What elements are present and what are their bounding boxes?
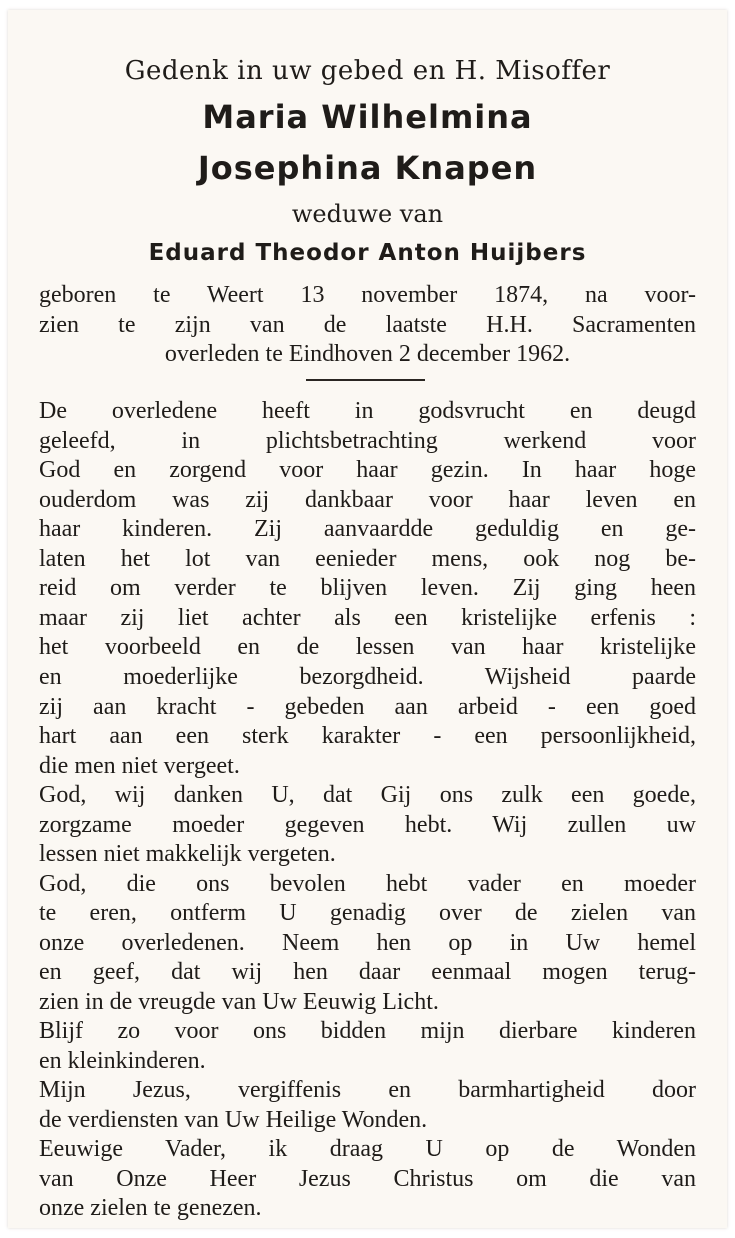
text-line: geleefd, in plichtsbetrachting werkend voor [39, 428, 696, 454]
birth-line: zien te zijn van de laatste H.H. Sacramenten [39, 312, 696, 338]
text-line: Mijn Jezus, vergiffenis en barmhartigheid door [39, 1077, 696, 1103]
text-line: die men niet vergeet. [39, 753, 240, 779]
text-line: onze overledenen. Neem hen op in Uw hemel [39, 930, 696, 956]
husband-name: Eduard Theodor Anton Huijbers [148, 240, 587, 266]
text-line: het voorbeeld en de lessen van haar kristelijke [39, 634, 696, 660]
text-line: lessen niet makkelijk vergeten. [39, 841, 336, 867]
text-line: te eren, ontferm U genadig over de zielen van [39, 900, 696, 926]
deceased-name-line-1: Maria Wilhelmina [202, 98, 533, 136]
text-line: en moederlijke bezorgdheid. Wijsheid paarde [39, 664, 696, 690]
text-line: de verdiensten van Uw Heilige Wonden. [39, 1107, 428, 1133]
text-line: ouderdom was zij dankbaar voor haar leven en [39, 487, 696, 513]
text-line: God, wij danken U, dat Gij ons zulk een goede, [39, 782, 696, 808]
intro-line: Gedenk in uw gebed en H. Misoffer [124, 56, 611, 86]
text-line: reid om verder te blijven leven. Zij ging heen [39, 575, 696, 601]
text-line: hart aan een sterk karakter - een persoonlijkheid, [39, 723, 696, 749]
text-line: onze zielen te genezen. [39, 1195, 262, 1221]
text-line: haar kinderen. Zij aanvaardde geduldig en ge- [39, 516, 696, 542]
deceased-name-line-2: Josephina Knapen [197, 149, 538, 187]
text-line: van Onze Heer Jezus Christus om die van [39, 1166, 696, 1192]
text-line: zorgzame moeder gegeven hebt. Wij zullen uw [39, 812, 696, 838]
text-line: zij aan kracht - gebeden aan arbeid - een goed [39, 694, 696, 720]
death-line: overleden te Eindhoven 2 december 1962. [164, 341, 571, 367]
divider-rule [306, 379, 425, 381]
text-line: en geef, dat wij hen daar eenmaal mogen terug- [39, 959, 696, 985]
widow-of-label: weduwe van [291, 200, 444, 228]
text-line: laten het lot van eenieder mens, ook nog be- [39, 546, 696, 572]
text-line: maar zij liet achter als een kristelijke erfenis : [39, 605, 696, 631]
birth-line: geboren te Weert 13 november 1874, na voor- [39, 282, 696, 308]
text-line: God, die ons bevolen hebt vader en moeder [39, 871, 696, 897]
text-line: Eeuwige Vader, ik draag U op de Wonden [39, 1136, 696, 1162]
text-line: De overledene heeft in godsvrucht en deugd [39, 398, 696, 424]
text-line: Blijf zo voor ons bidden mijn dierbare kinderen [39, 1018, 696, 1044]
text-line: en kleinkinderen. [39, 1048, 206, 1074]
text-line: God en zorgend voor haar gezin. In haar hoge [39, 457, 696, 483]
text-line: zien in de vreugde van Uw Eeuwig Licht. [39, 989, 439, 1015]
